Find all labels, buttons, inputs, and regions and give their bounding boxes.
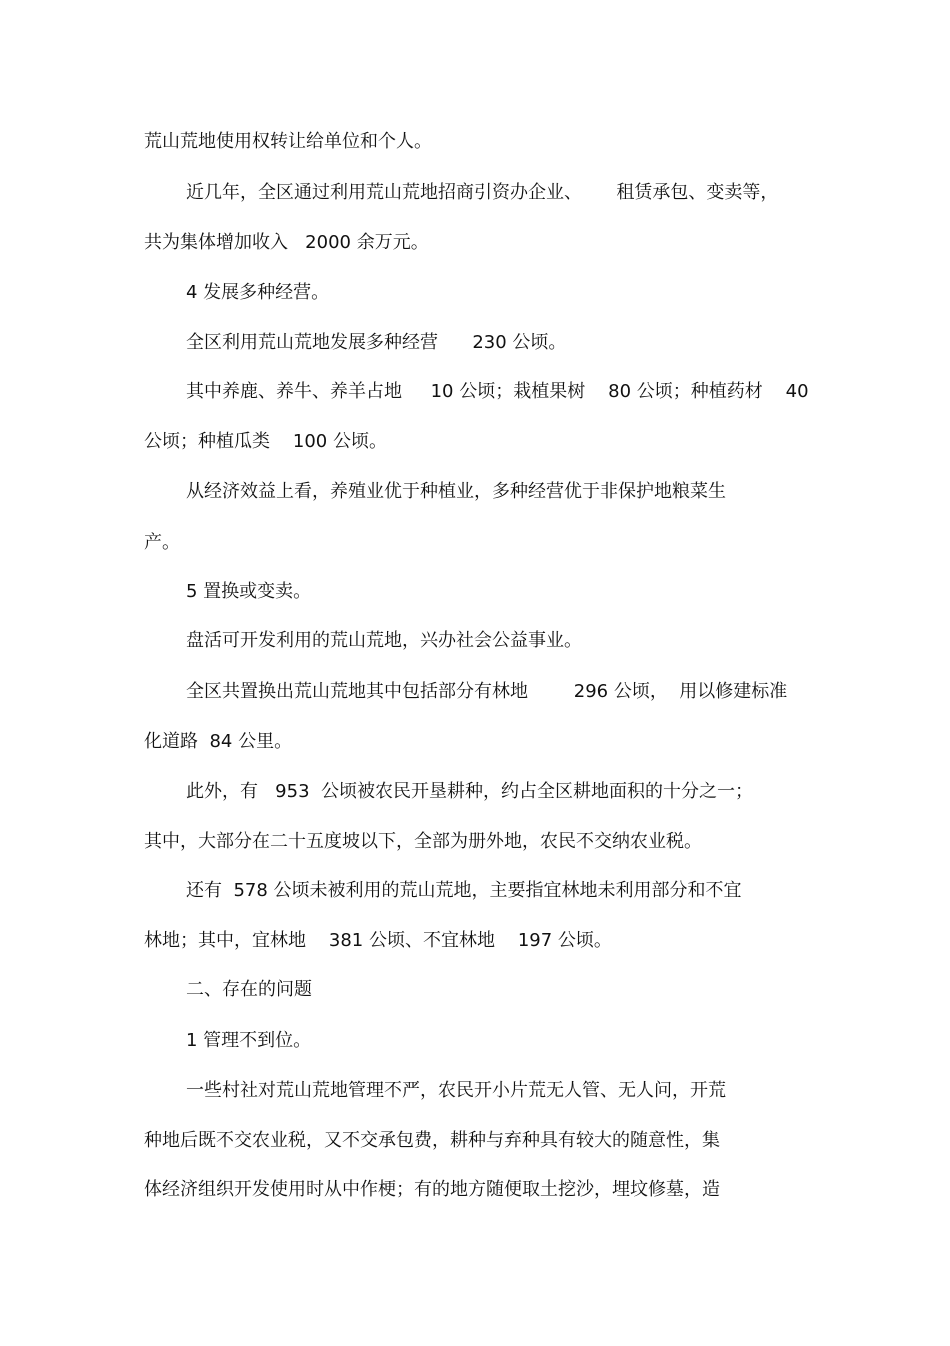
text-line: 1 管理不到位。 (186, 1030, 312, 1051)
text-line: 化道路 84 公里。 (144, 731, 293, 752)
text-line: 林地；其中，宜林地 381 公顷、不宜林地 197 公顷。 (144, 930, 612, 951)
text-line: 全区利用荒山荒地发展多种经营 230 公顷。 (186, 332, 567, 353)
text-line: 其中养鹿、养牛、养羊占地 10 公顷；栽植果树 80 公顷；种植药材 40 (186, 381, 809, 402)
text-line: 种地后既不交农业税，又不交承包费，耕种与弃种具有较大的随意性，集 (144, 1130, 720, 1151)
text-line: 一些村社对荒山荒地管理不严，农民开小片荒无人管、无人问，开荒 (186, 1080, 726, 1101)
text-line: 还有 578 公顷未被利用的荒山荒地，主要指宜林地未利用部分和不宜 (186, 880, 742, 901)
text-line: 近几年，全区通过利用荒山荒地招商引资办企业、 租赁承包、变卖等， (186, 182, 779, 203)
text-line: 公顷；种植瓜类 100 公顷。 (144, 431, 387, 452)
text-line: 5 置换或变卖。 (186, 581, 312, 602)
text-line: 4 发展多种经营。 (186, 282, 330, 303)
text-line: 全区共置换出荒山荒地其中包括部分有林地 296 公顷， 用以修建标准 (186, 681, 788, 702)
text-line: 产。 (144, 532, 180, 553)
text-line: 共为集体增加收入 2000 余万元。 (144, 232, 429, 253)
text-line: 体经济组织开发使用时从中作梗；有的地方随便取土挖沙，埋坟修墓，造 (144, 1179, 720, 1200)
text-line: 此外，有 953 公顷被农民开垦耕种，约占全区耕地面积的十分之一； (186, 781, 753, 802)
text-line: 盘活可开发利用的荒山荒地，兴办社会公益事业。 (186, 630, 582, 651)
text-line: 荒山荒地使用权转让给单位和个人。 (144, 131, 432, 152)
text-line: 其中，大部分在二十五度坡以下，全部为册外地，农民不交纳农业税。 (144, 831, 702, 852)
section-heading: 二、存在的问题 (186, 979, 312, 1000)
text-line: 从经济效益上看，养殖业优于种植业，多种经营优于非保护地粮菜生 (186, 481, 726, 502)
